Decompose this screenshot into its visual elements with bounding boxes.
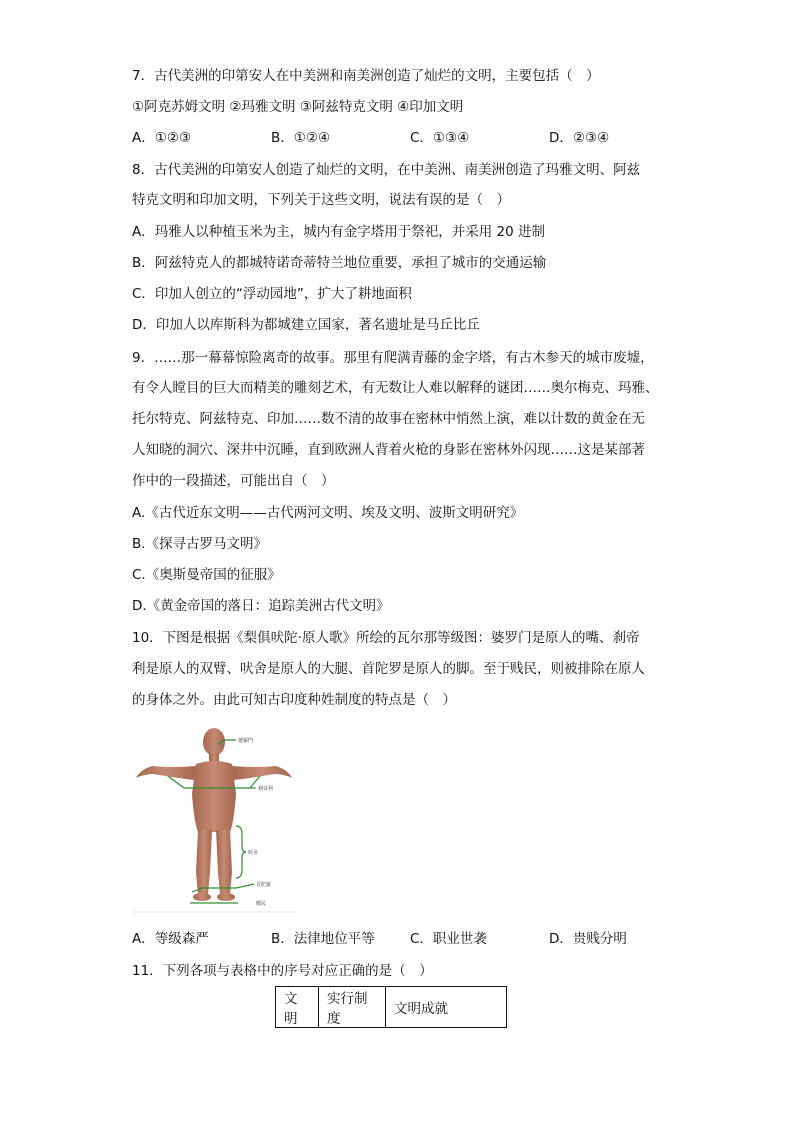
q9-stem-line-4: 人知晓的洞穴、深井中沉睡，直到欧洲人背着火枪的身影在密林外闪现……这是某部著 [132,442,645,458]
label-vaishya: 吠舍 [248,850,259,856]
q9-stem-line-3: 托尔特克、阿兹特克、印加……数不清的故事在密林中悄然上演，难以计数的黄金在无 [132,411,645,427]
q8-stem-line-1: 8．古代美洲的印第安人创造了灿烂的文明，在中美洲、南美洲创造了玛雅文明、阿兹 [132,162,641,178]
label-kshatriya: 剎帝利 [258,786,274,792]
table-row [276,987,507,1028]
q11-stem: 11．下列各项与表格中的序号对应正确的是（ ） [132,963,433,979]
human-figure [136,728,292,901]
q10-option-d: D．贵贱分明 [549,931,627,947]
q10-stem-line-1: 10．下图是根据《梨俱吠陀·原人歌》所绘的瓦尔那等级图：婆罗门是原人的嘴、刹帝 [132,630,640,646]
q7-option-c: C．①③④ [410,130,470,146]
q10-option-b: B．法律地位平等 [271,931,375,947]
q11-table [275,986,507,1028]
q7-stem: 7．古代美洲的印第安人在中美洲和南美洲创造了灿烂的文明，主要包括（ ） [132,68,600,84]
q9-stem-line-1: 9．……那一幕幕惊险离奇的故事。那里有爬满青藤的金字塔，有古木参天的城市废墟， [132,350,654,366]
q10-option-a: A．等级森严 [132,931,209,947]
q10-option-c: C．职业世袭 [410,931,487,947]
table-header-civilization: 文明 [276,987,319,1028]
label-shudra: 首陀羅 [256,882,272,888]
q9-stem-line-5: 作中的一段描述，可能出自（ ） [132,473,335,489]
q8-option-d: D．印加人以库斯科为都城建立国家，著名遗址是马丘比丘 [132,317,480,333]
q9-option-c: C.《奥斯曼帝国的征服》 [132,567,281,583]
q7-items: ①阿克苏姆文明 ②玛雅文明 ③阿兹特克文明 ④印加文明 [132,99,464,115]
q9-option-b: B.《探寻古罗马文明》 [132,536,268,552]
label-brahmin: 婆羅門 [238,738,254,744]
q9-option-d: D.《黄金帝国的落日：追踪美洲古代文明》 [132,598,390,614]
table-header-system: 实行制度 [319,987,386,1028]
q7-option-d: D．②③④ [549,130,610,146]
q9-stem-line-2: 有令人瞠目的巨大而精美的雕刻艺术，有无数让人难以解释的谜团……奥尔梅克、玛雅、 [132,380,659,396]
q8-option-a: A．玛雅人以种植玉米为主，城内有金字塔用于祭祀，并采用 20 进制 [132,224,545,240]
varna-figure [132,722,298,914]
q10-stem-line-3: 的身体之外。由此可知古印度种姓制度的特点是（ ） [132,692,456,708]
q8-stem-line-2: 特克文明和印加文明，下列关于这些文明，说法有误的是（ ） [132,192,510,208]
q7-option-b: B．①②④ [271,130,331,146]
q8-option-b: B．阿兹特克人的都城特诺奇蒂特兰地位重要，承担了城市的交通运输 [132,255,547,271]
q9-option-a: A.《古代近东文明——古代两河文明、埃及文明、波斯文明研究》 [132,505,524,521]
label-untouchable: 賤民 [256,901,267,907]
q10-stem-line-2: 利是原人的双臂、吠舍是原人的大腿、首陀罗是原人的脚。至于贱民，则被排除在原人 [132,661,645,677]
q8-option-c: C．印加人创立的“浮动园地”，扩大了耕地面积 [132,286,412,302]
table-header-achievement: 文明成就 [386,987,507,1028]
q7-option-a: A．①②③ [132,130,192,146]
